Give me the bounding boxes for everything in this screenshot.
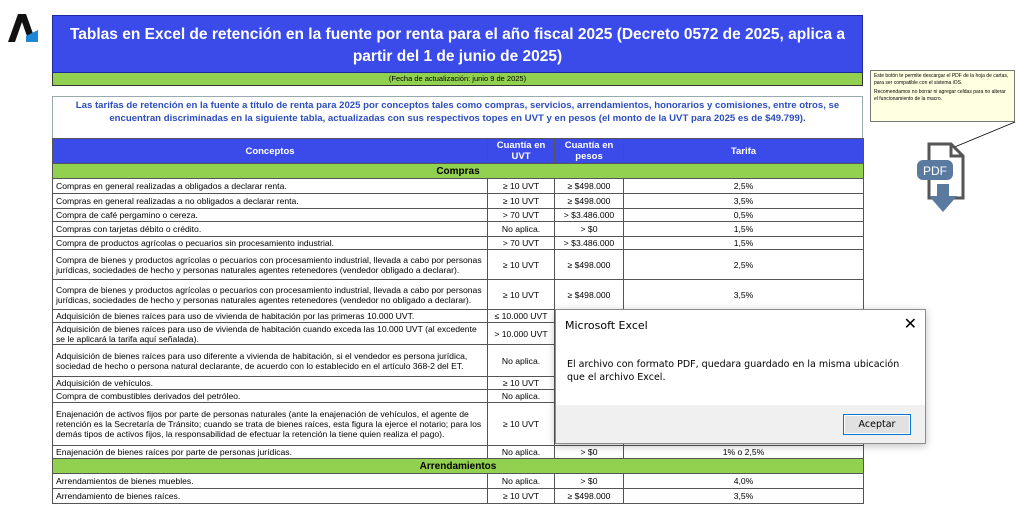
excel-message-dialog [555,309,926,444]
uvt-cell[interactable]: ≥ 10 UVT [488,403,555,446]
table-row [53,179,864,194]
uvt-cell[interactable]: No aplica. [488,390,555,403]
accept-button[interactable]: Aceptar [843,414,911,435]
table-row [53,194,864,209]
concept-cell[interactable]: Compra de bienes y productos agrícolas o pecuarios con procesamiento industrial, llevada a cabo por personas jurídicas, sociedades de hecho y personas naturales agentes retenedores (vendedor obligado a declarar). [53,250,488,280]
uvt-cell[interactable]: No aplica. [488,474,555,489]
concept-cell[interactable]: Enajenación de bienes raíces por parte de personas jurídicas. [53,446,488,459]
pdf-label: PDF [923,164,947,178]
comment-note [870,70,1015,122]
uvt-cell[interactable]: ≥ 10 UVT [488,250,555,280]
uvt-cell[interactable]: No aplica. [488,222,555,237]
pesos-cell[interactable]: > $0 [555,222,624,237]
concept-cell[interactable]: Adquisición de bienes raíces para uso de vivienda de habitación por las primeras 10.000 UVT. [53,310,488,323]
table-row [53,237,864,250]
pesos-cell[interactable]: > $0 [555,474,624,489]
rate-cell[interactable]: 2,5% [624,179,864,194]
uvt-cell[interactable]: > 70 UVT [488,209,555,222]
concept-cell[interactable]: Arrendamiento de bienes raíces. [53,489,488,504]
header-conceptos: Conceptos [53,139,488,164]
table-row [53,250,864,280]
pdf-download-button[interactable] [915,140,971,215]
pesos-cell[interactable]: ≥ $498.000 [555,179,624,194]
rate-cell[interactable]: 3,5% [624,280,864,310]
table-row [53,209,864,222]
comment-text-1: Este botón te permite descargar el PDF de la hoja de cartas, para ser compatible con el sistema iOS. [874,73,1009,86]
concept-cell[interactable]: Compra de café pergamino o cereza. [53,209,488,222]
concept-cell[interactable]: Arrendamientos de bienes muebles. [53,474,488,489]
rate-cell[interactable]: 1% o 2,5% [624,446,864,459]
header-tarifa: Tarifa [624,139,864,164]
section-header-row [53,459,864,474]
rate-cell[interactable]: 1,5% [624,237,864,250]
uvt-cell[interactable]: ≥ 10 UVT [488,489,555,504]
rate-cell[interactable]: 4,0% [624,474,864,489]
header-uvt: Cuantía en UVT [488,139,555,164]
concept-cell[interactable]: Compra de bienes y productos agrícolas o pecuarios con procesamiento industrial, llevada a cabo por personas jurídicas, sociedades de hecho y personas naturales agentes retenedores (vendedor no obligado a declarar). [53,280,488,310]
section-title: Arrendamientos [53,459,864,474]
dialog-footer [556,405,925,443]
pesos-cell[interactable]: > $3.486.000 [555,209,624,222]
table-row [53,474,864,489]
uvt-cell[interactable]: ≤ 10.000 UVT [488,310,555,323]
concept-cell[interactable]: Adquisición de bienes raíces para uso diferente a vivienda de habitación, si el vendedor es persona jurídica, sociedad de hecho o persona natural declarante, de acuerdo con lo establecido en el artículo 368-2 del ET. [53,345,488,377]
uvt-cell[interactable]: ≥ 10 UVT [488,377,555,390]
concept-cell[interactable]: Enajenación de activos fijos por parte de personas naturales (ante la enajenación de vehículos, el agente de retención es la Secretaría de Tránsito; cuando se trata de bienes raíces, esta figura la ejerce el notario; para los demás tipos de activos fijos, la responsabilidad de efectuar la retención la tiene quien realiza el pago). [53,403,488,446]
concept-cell[interactable]: Adquisición de vehículos. [53,377,488,390]
pdf-download-icon [915,140,971,215]
table-row [53,222,864,237]
dialog-title: Microsoft Excel [565,319,648,332]
uvt-cell[interactable]: ≥ 10 UVT [488,179,555,194]
header-pesos: Cuantía en pesos [555,139,624,164]
concept-cell[interactable]: Compra de combustibles derivados del petróleo. [53,390,488,403]
uvt-cell[interactable]: > 70 UVT [488,237,555,250]
rate-cell[interactable]: 3,5% [624,194,864,209]
rate-cell[interactable]: 0,5% [624,209,864,222]
page-title: Tablas en Excel de retención en la fuente por renta para el año fiscal 2025 (Decreto 0572 de 2025, aplica a partir del 1 de junio de 2025) [52,15,863,73]
table-row [53,489,864,504]
uvt-cell[interactable]: > 10.000 UVT [488,323,555,345]
rate-cell[interactable]: 3,5% [624,489,864,504]
uvt-cell[interactable]: ≥ 10 UVT [488,194,555,209]
rate-cell[interactable]: 1,5% [624,222,864,237]
table-row [53,280,864,310]
section-header-row [53,164,864,179]
section-title: Compras [53,164,864,179]
uvt-cell[interactable]: No aplica. [488,345,555,377]
concept-cell[interactable]: Compras en general realizadas a obligados a declarar renta. [53,179,488,194]
intro-text: Las tarifas de retención en la fuente a título de renta para 2025 por conceptos tales como compras, servicios, arrendamientos, honorarios y comisiones, entre otros, se encuentran discriminadas en la siguiente tabla, actualizadas con sus respectivos topes en UVT y en pesos (el monto de la UVT para 2025 es de $49.799). [52,96,863,138]
dialog-message: El archivo con formato PDF, quedara guardado en la misma ubicación que el archivo Excel. [567,359,900,383]
pesos-cell[interactable]: ≥ $498.000 [555,280,624,310]
actualicese-logo [4,10,40,44]
pesos-cell[interactable]: ≥ $498.000 [555,489,624,504]
comment-text-2: Recomendamos no borrar ni agregar celdas para no alterar el funcionamiento de la macro. [874,89,1006,102]
pesos-cell[interactable]: ≥ $498.000 [555,250,624,280]
uvt-cell[interactable]: No aplica. [488,446,555,459]
concept-cell[interactable]: Adquisición de bienes raíces para uso de vivienda de habitación cuando exceda las 10.000 UVT (al excedente se le aplicará la tarifa aquí señalada). [53,323,488,345]
pesos-cell[interactable]: ≥ $498.000 [555,194,624,209]
update-date: (Fecha de actualización: junio 9 de 2025) [52,73,863,86]
uvt-cell[interactable]: ≥ 10 UVT [488,280,555,310]
concept-cell[interactable]: Compras en general realizadas a no obligados a declarar renta. [53,194,488,209]
table-row [53,446,864,459]
pesos-cell[interactable]: > $3.486.000 [555,237,624,250]
rate-cell[interactable]: 2,5% [624,250,864,280]
close-icon[interactable]: ✕ [903,314,917,333]
pesos-cell[interactable]: > $0 [555,446,624,459]
concept-cell[interactable]: Compras con tarjetas débito o crédito. [53,222,488,237]
concept-cell[interactable]: Compra de productos agrícolas o pecuarios sin procesamiento industrial. [53,237,488,250]
